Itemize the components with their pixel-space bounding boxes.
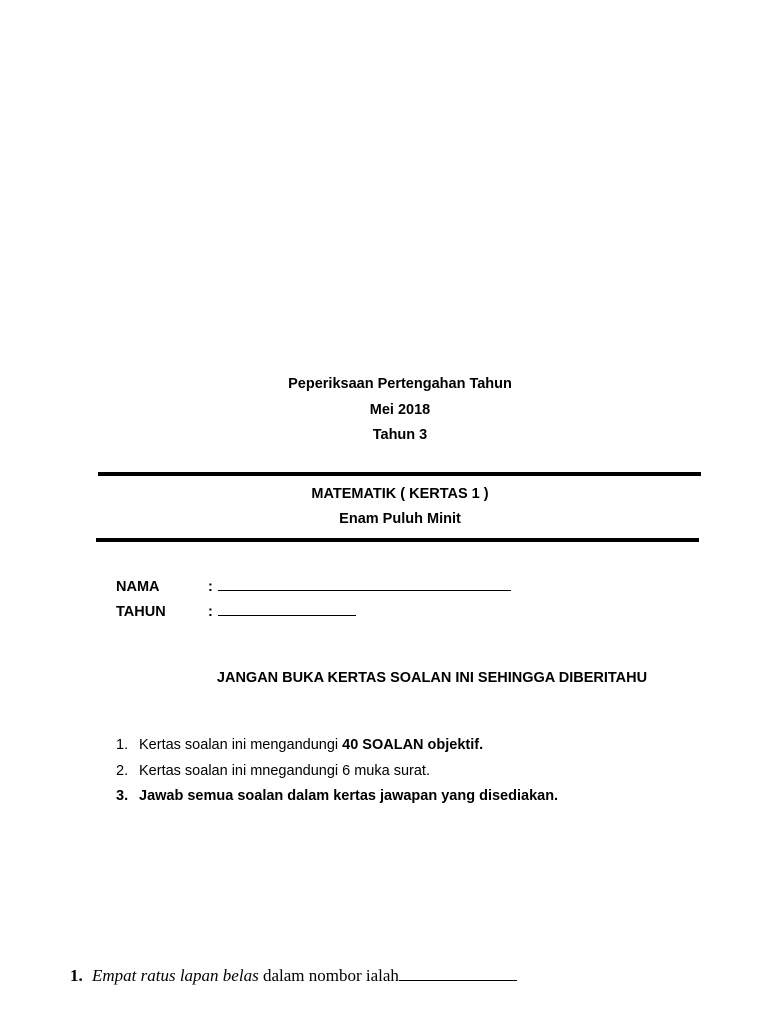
exam-date: Mei 2018 xyxy=(369,402,431,418)
instruction-text: Kertas soalan ini mengandungi xyxy=(139,737,343,753)
year-level: Tahun 3 xyxy=(372,427,428,443)
question-italic-text: Empat ratus lapan belas xyxy=(92,966,259,985)
name-input-line[interactable] xyxy=(218,578,511,591)
instruction-number: 3. xyxy=(116,788,129,804)
warning-text: JANGAN BUKA KERTAS SOALAN INI SEHINGGA DIBERITAHU xyxy=(216,670,648,686)
subject-duration: Enam Puluh Minit xyxy=(339,511,461,527)
instruction-number: 2. xyxy=(116,763,129,779)
instruction-item xyxy=(116,737,483,753)
instruction-item xyxy=(116,763,430,779)
answer-line[interactable] xyxy=(399,966,517,981)
name-label: NAMA xyxy=(116,579,160,595)
name-field-row xyxy=(116,578,511,595)
name-colon: : xyxy=(208,579,213,595)
year-field-row xyxy=(116,603,356,620)
instruction-item xyxy=(116,788,558,804)
year-input-line[interactable] xyxy=(218,603,356,616)
instruction-number: 1. xyxy=(116,737,129,753)
instruction-text: Jawab semua soalan dalam kertas jawapan yang disediakan. xyxy=(139,788,559,804)
exam-title: Peperiksaan Pertengahan Tahun xyxy=(288,376,512,392)
question-1 xyxy=(70,966,517,986)
question-number: 1. xyxy=(70,966,83,985)
question-text: dalam nombor ialah xyxy=(258,966,399,985)
instruction-text: Kertas soalan ini mnegandungi 6 muka surat. xyxy=(139,763,430,779)
year-label: TAHUN xyxy=(116,604,166,620)
bottom-divider xyxy=(96,538,699,542)
top-divider xyxy=(98,472,701,476)
year-colon: : xyxy=(208,604,213,620)
instruction-emphasis: 40 SOALAN objektif. xyxy=(342,737,484,753)
subject-name: MATEMATIK ( KERTAS 1 ) xyxy=(311,486,489,502)
